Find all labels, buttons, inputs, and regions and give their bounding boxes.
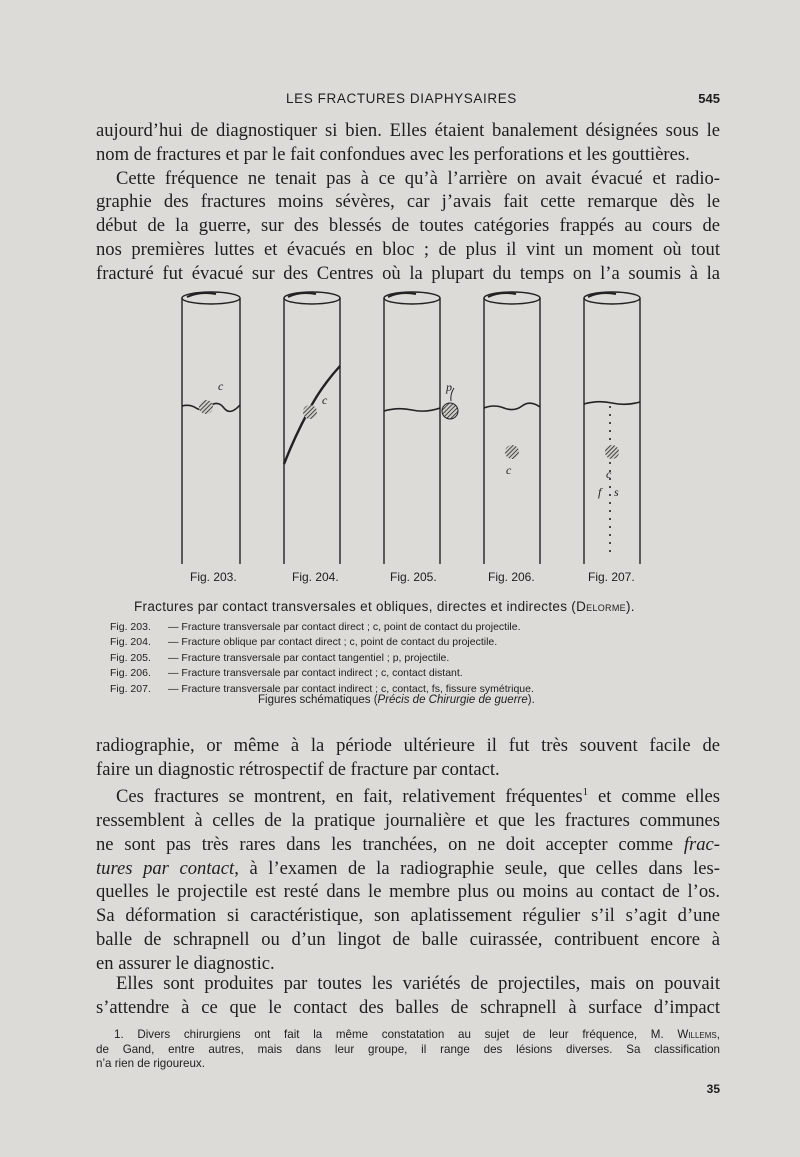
fig205-label-p: p (446, 380, 452, 394)
caption-item-text: — Fracture transversale par contact indirect ; c, contact distant. (168, 667, 463, 680)
caption-note-suffix: ). (527, 694, 535, 706)
caption-item (110, 635, 630, 650)
figure-caption-note (258, 694, 535, 706)
fig-label-207: Fig. 207. (588, 570, 635, 584)
footnote-line: n’a rien de rigoureux. (96, 1057, 205, 1071)
caption-author: Delorme (576, 599, 626, 614)
contact-point (605, 445, 619, 459)
fig-label-206: Fig. 206. (488, 570, 535, 584)
footnote-line (96, 1028, 720, 1043)
caption-item-text: — Fracture transversale par contact indirect ; c, contact, fs, fissure symétrique. (168, 682, 534, 695)
body-paragraph-bottom-2 (96, 781, 720, 976)
bone-fig-204 (284, 292, 340, 564)
text-line: nom de fractures et par le fait confondues avec les perforations et les gouttières. (96, 143, 690, 165)
text-fragment: , (716, 1028, 720, 1041)
text-fragment: Ces fractures se montrent, en fait, relativement fréquentes (116, 786, 583, 808)
text-line: balle de schrapnell ou d’un lingot de balle cuirassée, contribuent encore à (96, 928, 720, 950)
text-line: ressemblent à celles de la pratique journalière et que les fractures communes (96, 809, 720, 831)
fig203-label-c: c (218, 379, 224, 393)
caption-fig-number: Fig. 205. (110, 651, 151, 664)
caption-item-text: — Fracture transversale par contact direct ; c, point de contact du projectile. (168, 621, 521, 633)
body-paragraph-bottom-1 (96, 734, 720, 782)
signature-mark: 35 (706, 1082, 720, 1096)
fig-label-204: Fig. 204. (292, 570, 339, 584)
caption-item (110, 651, 630, 666)
page-number: 545 (698, 91, 720, 106)
text-line: radiographie, or même à la période ultérieure il fut très souvent facile de (96, 735, 720, 756)
caption-title-end: ). (625, 599, 635, 614)
caption-item (110, 666, 630, 681)
bone-fig-203 (182, 292, 240, 564)
caption-title-text: Fractures par contact transversales et obliques, directes et indirectes ( (134, 599, 577, 614)
text-fragment-italic: tures par contact (96, 857, 235, 879)
text-line: en assurer le diagnostic. (96, 952, 275, 974)
footnote-ref[interactable]: 1 (582, 786, 589, 798)
caption-item-text: — Fracture oblique par contact direct ; c, point de contact du projectile. (168, 636, 498, 649)
fig-label-203: Fig. 203. (190, 570, 237, 584)
text-line: faire un diagnostic rétrospectif de fracture par contact. (96, 758, 500, 780)
fig207-label-s: s (614, 485, 619, 499)
fracture-figure (150, 286, 670, 586)
text-line: fracturé fut évacué sur des Centres où la plupart du temps on l’a soumis à la (96, 262, 720, 284)
text-fragment: et comme elles (588, 786, 721, 808)
caption-item (110, 620, 630, 635)
caption-fig-number: Fig. 204. (110, 636, 151, 649)
fig207-label-f: f (598, 485, 602, 499)
text-line: aujourd’hui de diagnostiquer si bien. Elles étaient banalement désignées sous le (96, 120, 720, 141)
projectile (442, 403, 458, 419)
text-fragment: 1. Divers chirurgiens ont fait la même constatation au sujet de leur fréquence, M. (114, 1028, 678, 1041)
text-line: quelles le projectile est resté dans le membre plus ou moins au contact de l’os. (96, 881, 720, 903)
projectile-contact (199, 400, 213, 414)
projectile-contact (303, 405, 317, 419)
text-line: graphie des fractures moins sévères, car j’avais fait cette remarque dès le (96, 191, 720, 213)
text-fragment-italic: frac- (683, 833, 720, 855)
fig207-label-c: c (606, 467, 612, 481)
caption-fig-number: Fig. 206. (110, 667, 151, 680)
footnote (96, 1028, 720, 1072)
text-line: nos premières luttes et évacués en bloc ; de plus il vint un moment où tout (96, 238, 720, 260)
caption-fig-number: Fig. 207. (110, 682, 151, 695)
running-title: LES FRACTURES DIAPHYSAIRES (286, 91, 517, 106)
body-paragraph-bottom-3 (96, 972, 720, 1020)
caption-item-text: — Fracture transversale par contact tangentiel ; p, projectile. (168, 651, 450, 664)
bone-diagrams (150, 286, 670, 576)
text-line: Cette fréquence ne tenait pas à ce qu’à l’arrière on avait évacué et radio- (116, 167, 720, 189)
text-fragment: , à l’examen de la radiographie seule, que celles dans les- (234, 857, 720, 879)
body-paragraph-top (96, 119, 720, 286)
text-line: début de la guerre, sur des blessés de toutes catégories frappés au cours de (96, 215, 720, 237)
bone-fig-205 (384, 292, 458, 564)
text-line (96, 781, 720, 809)
text-line: Sa déformation si caractéristique, son aplatissement régulier s’il s’agit d’une (96, 905, 720, 927)
distant-contact (505, 445, 519, 459)
text-line: Elles sont produites par toutes les variétés de projectiles, mais on pouvait (116, 973, 720, 994)
text-line (96, 833, 720, 857)
author-name: Willems (677, 1028, 717, 1041)
fig-label-205: Fig. 205. (390, 570, 437, 584)
text-line: s’attendre à ce que le contact des balles de schrapnell à surface d’impact (96, 996, 720, 1018)
fig204-label-c: c (322, 393, 328, 407)
caption-note-source: Précis de Chirurgie de guerre (377, 694, 528, 706)
caption-note-prefix: Figures schématiques ( (258, 694, 378, 706)
text-line (96, 857, 720, 881)
figure-caption-list (110, 620, 630, 697)
page-header (96, 91, 720, 111)
caption-fig-number: Fig. 203. (110, 621, 151, 633)
fig206-label-c: c (506, 463, 512, 477)
text-fragment: ne sont pas très rares dans les tranchées, on ne doit accepter comme (96, 833, 684, 855)
bone-fig-207 (584, 292, 640, 564)
footnote-line: de Gand, entre autres, mais dans leur groupe, il range des lésions diverses. Sa classification (96, 1042, 720, 1056)
figure-caption-title (134, 599, 694, 614)
bone-fig-206 (484, 292, 540, 564)
